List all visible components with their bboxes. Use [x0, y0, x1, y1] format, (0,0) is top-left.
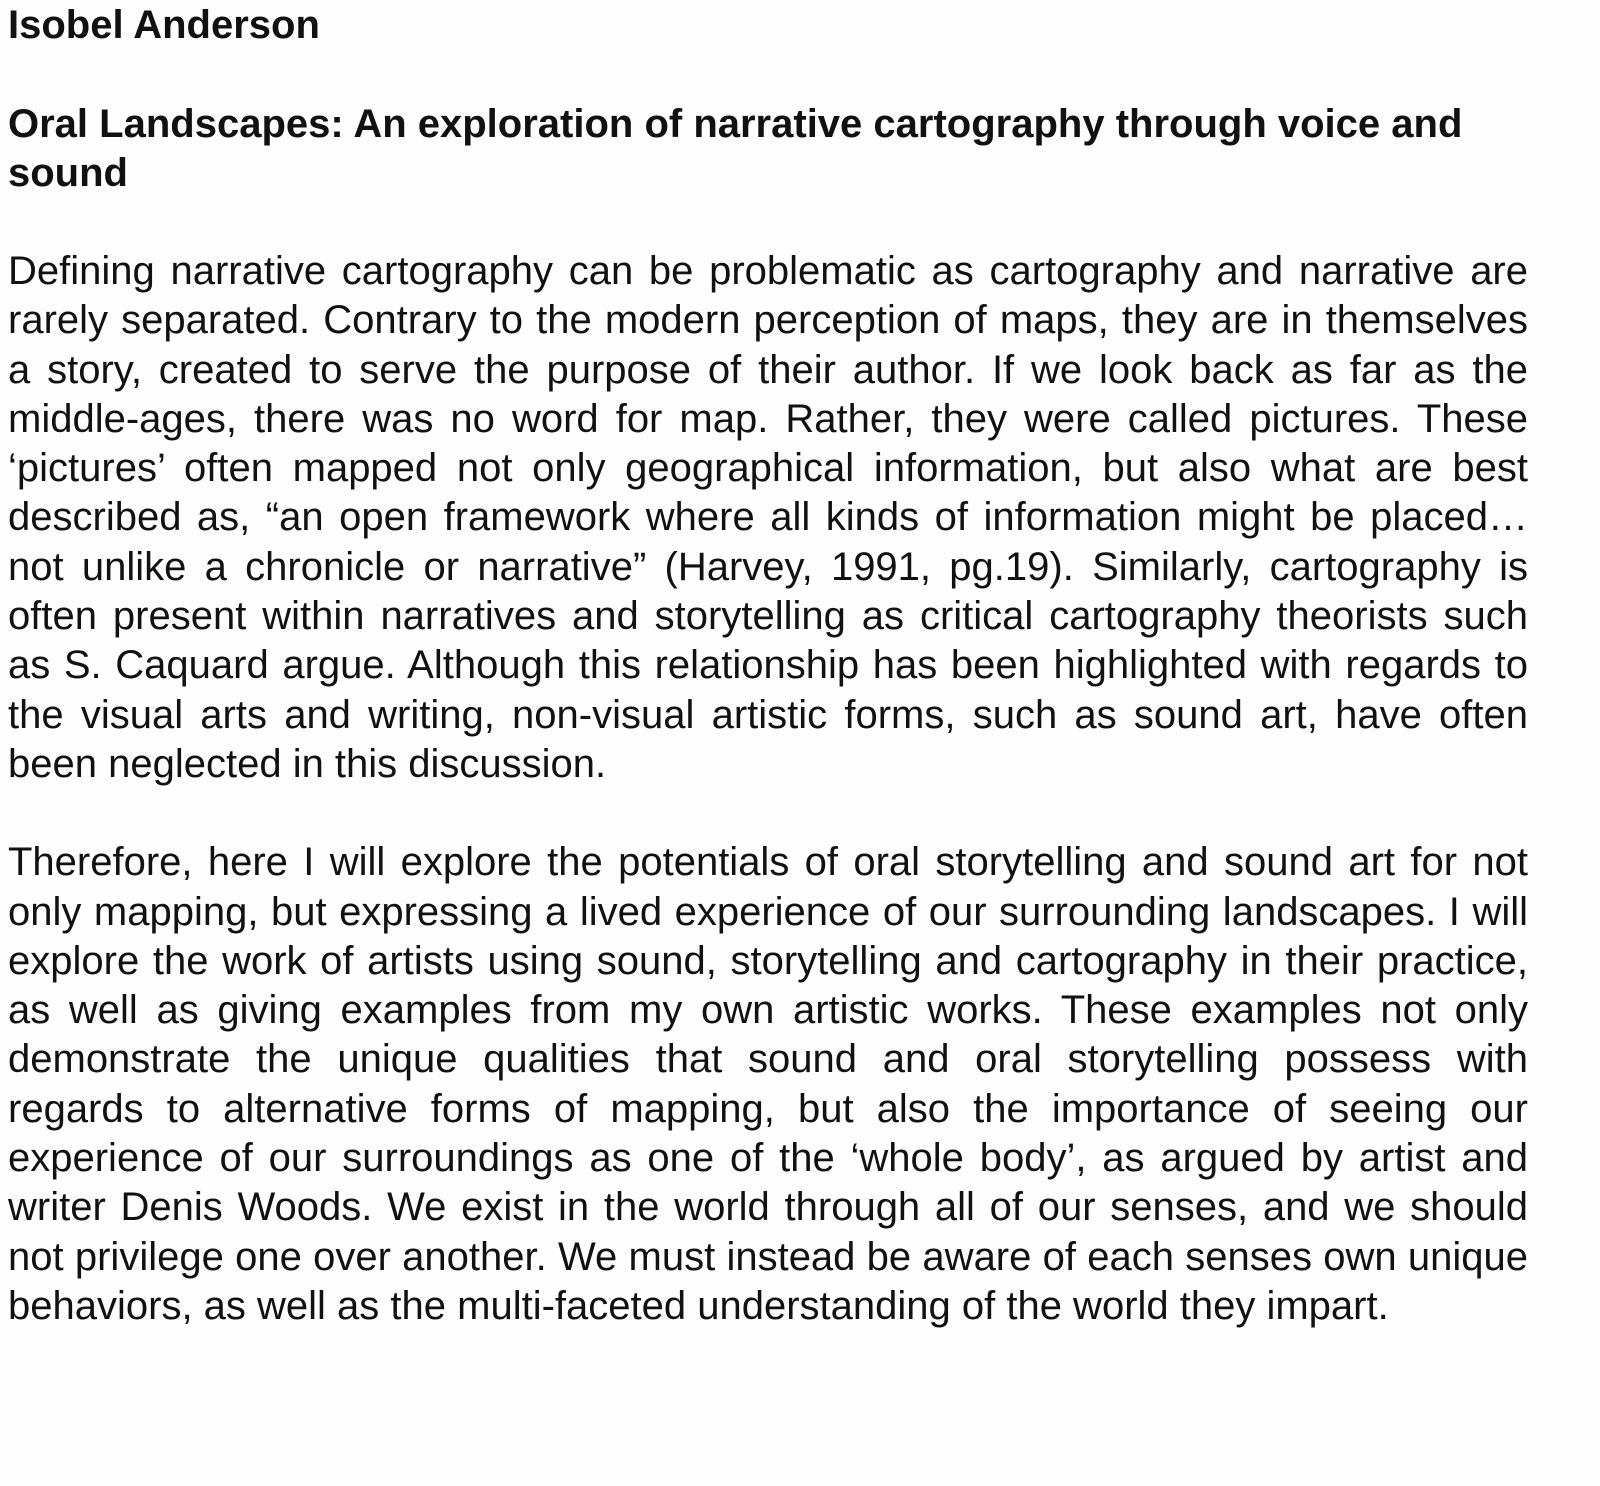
body-paragraph-2: Therefore, here I will explore the potentials of oral storytelling and sound art for not only mapping, but expressing a lived experience of our surrounding landscapes. I will explore the work of artists using sound, storytelling and cartography in their practice, as well as giving examples from my own artistic works. These examples not only demonstrate the unique qualities that sound and oral storytelling possess with regards to alternative forms of mapping, but also the importance of seeing our experience of our surroundings as one of the ‘whole body’, as argued by artist and writer Denis Woods. We exist in the world through all of our senses, and we should not privilege one over another. We must instead be aware of each senses own unique behaviors, as well as the multi-faceted understanding of the world they impart.	[8, 840, 1528, 1328]
body-paragraph-1: Defining narrative cartography can be problematic as cartography and narrative are rarely separated. Contrary to the modern perception of maps, they are in themselves a story, created to serve the purpose of their author. If we look back as far as the middle-ages, there was no word for map. Rather, they were called pictures. These ‘pictures’ often mapped not only geographical information, but also what are best described as, “an open framework where all kinds of information might be placed… not unlike a chronicle or narrative” (Harvey, 1991, pg.19). Similarly, cartography is often present within narratives and storytelling as critical cartography theorists such as S. Caquard argue. Although this relationship has been highlighted with regards to the visual arts and writing, non-visual artistic forms, such as sound art, have often been neglected in this discussion.	[8, 249, 1528, 786]
author-name: Isobel Anderson	[8, 3, 320, 47]
document-title: Oral Landscapes: An exploration of narrative cartography through voice and sound	[8, 102, 1463, 195]
